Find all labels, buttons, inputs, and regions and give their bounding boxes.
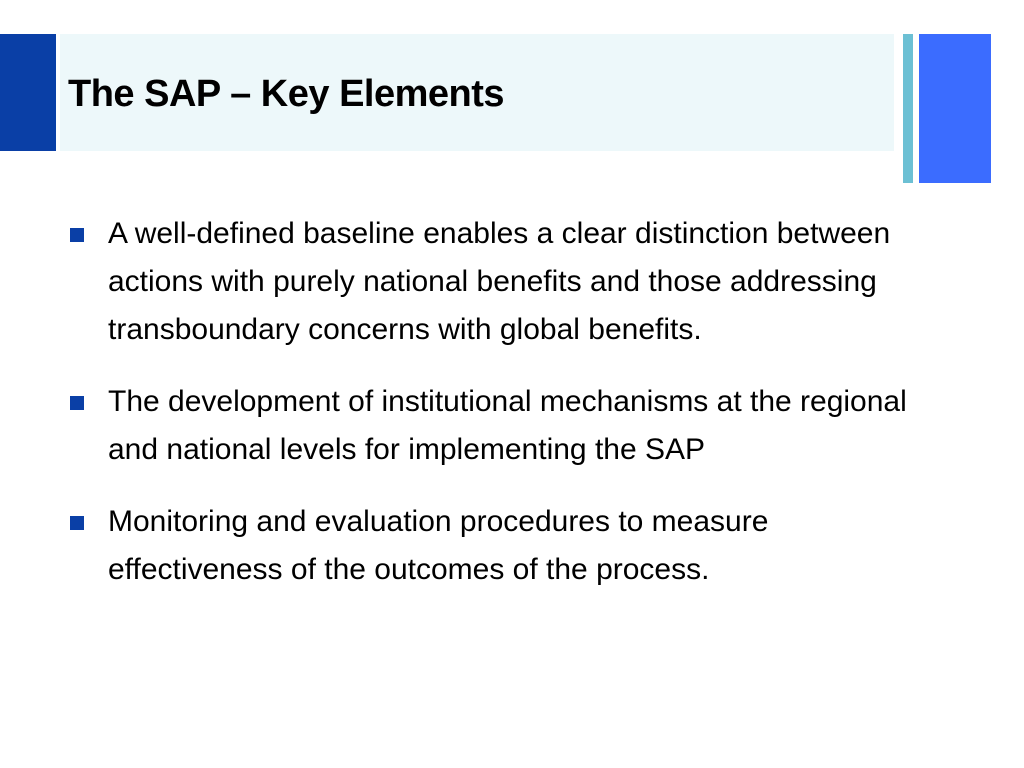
- square-bullet-icon: [70, 228, 84, 242]
- right-thin-accent-bar: [903, 34, 913, 183]
- bullet-list: [68, 210, 908, 618]
- slide-title: The SAP – Key Elements: [68, 73, 505, 115]
- bullet-item: [68, 210, 908, 354]
- square-bullet-icon: [70, 516, 84, 530]
- left-accent-bar: [0, 34, 56, 151]
- square-bullet-icon: [70, 396, 84, 410]
- bullet-item: [68, 378, 908, 474]
- bullet-item: [68, 498, 908, 594]
- right-accent-bar: [919, 34, 991, 183]
- bullet-text: The development of institutional mechanisms at the regional and national levels for implementing the SAP: [108, 385, 907, 466]
- bullet-text: Monitoring and evaluation procedures to measure effectiveness of the outcomes of the process.: [108, 505, 769, 586]
- bullet-text: A well-defined baseline enables a clear distinction between actions with purely national benefits and those addressing transboundary concerns with global benefits.: [108, 217, 891, 346]
